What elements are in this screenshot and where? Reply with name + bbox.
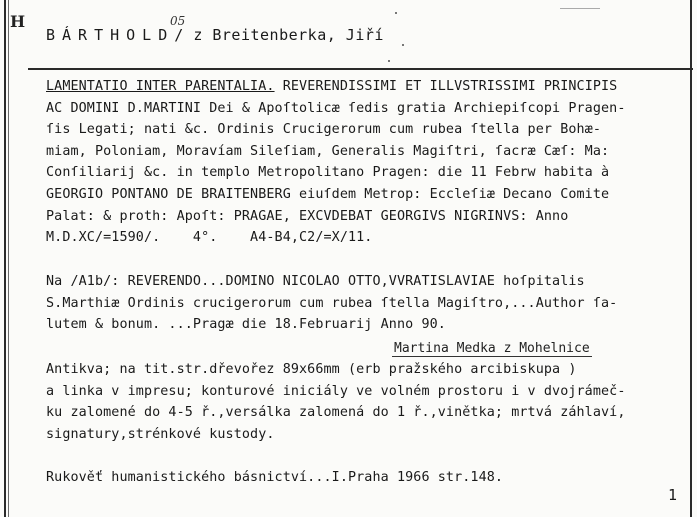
dedication-block	[46, 271, 617, 336]
description-line-4: signatury,strénkové kustody.	[46, 426, 275, 442]
page-number: 1	[668, 486, 678, 504]
speck	[388, 60, 390, 62]
author-rest: z Breitenberka, Jiří	[193, 26, 384, 44]
handwritten-note-top: 05	[170, 14, 186, 28]
left-border-line	[4, 0, 6, 517]
speck	[560, 8, 600, 9]
title-block	[46, 76, 626, 249]
description-line-1: Antikva; na tit.str.dřevořez 89x66mm (erb pražského arcibiskupa )	[46, 362, 577, 377]
header-divider-line	[28, 68, 693, 70]
description-block	[46, 359, 626, 445]
title-line-5: Conſiliarij &c. in templo Metropolitano Pragen: die 11 Febrw habita à	[46, 165, 610, 181]
dedication-line-1: Na /A1b/: REVERENDO...DOMINO NICOLAO OTTO,VVRATISLAVIAE hoſpitalis	[46, 274, 585, 289]
header-slash: /	[174, 26, 184, 44]
title-line-4: miam, Poloniam, Moravíam Sileſiam, Generalis Magiſtri, ſacræ Cæſ: Ma:	[46, 143, 610, 159]
handwritten-provenance-note: Martina Medka z Mohelnice	[394, 341, 590, 356]
speck	[395, 12, 397, 14]
title-line-7: Palat: & proth: Apoſt: PRAGAE, EXCVDEBAT GEORGIVS NIGRINVS: Anno	[46, 208, 569, 224]
author-surname: BÁRTHOLD	[46, 26, 175, 44]
right-border-line	[690, 0, 692, 517]
title-line-8: M.D.XC/=1590/. 4°. A4-B4,C2/=X/11.	[46, 230, 373, 246]
card-header	[46, 26, 384, 44]
speck	[402, 44, 404, 46]
title-line-6: GEORGIO PONTANO DE BRAITENBERG eiuſdem Metrop: Eccleſiæ Decano Comite	[46, 186, 610, 202]
title-underlined: LAMENTATIO INTER PARENTALIA.	[46, 79, 275, 94]
title-line-3: ſis Legati; nati &c. Ordinis Crucigerorum cum rubea ſtella per Bohæ-	[46, 122, 602, 138]
corner-mark: H	[10, 12, 26, 31]
description-line-3: ku zalomené do 4-5 ř.,versálka zalomená do 1 ř.,vinětka; mrtvá záhlaví,	[46, 405, 626, 421]
dedication-line-3: lutem & bonum. ...Pragæ die 18.Februarij Anno 90.	[46, 317, 446, 333]
reference-line: Rukověť humanistického básnictví...I.Praha 1966 str.148.	[46, 470, 504, 485]
description-line-2: a linka v impresu; konturové iniciály ve volném prostoru i v dvojrámeč-	[46, 383, 626, 399]
title-line-2: AC DOMINI D.MARTINI Dei & Apoſtolicæ ſedis gratia Archiepiſcopi Pragen-	[46, 100, 626, 116]
dedication-line-2: S.Marthiæ Ordinis crucigerorum cum rubea ſtella Magiſtro,...Author ſa-	[46, 295, 618, 311]
left-inner-border-line	[8, 0, 9, 517]
title-line-1-rest: REVERENDISSIMI ET ILLVSTRISSIMI PRINCIPIS	[274, 79, 618, 94]
